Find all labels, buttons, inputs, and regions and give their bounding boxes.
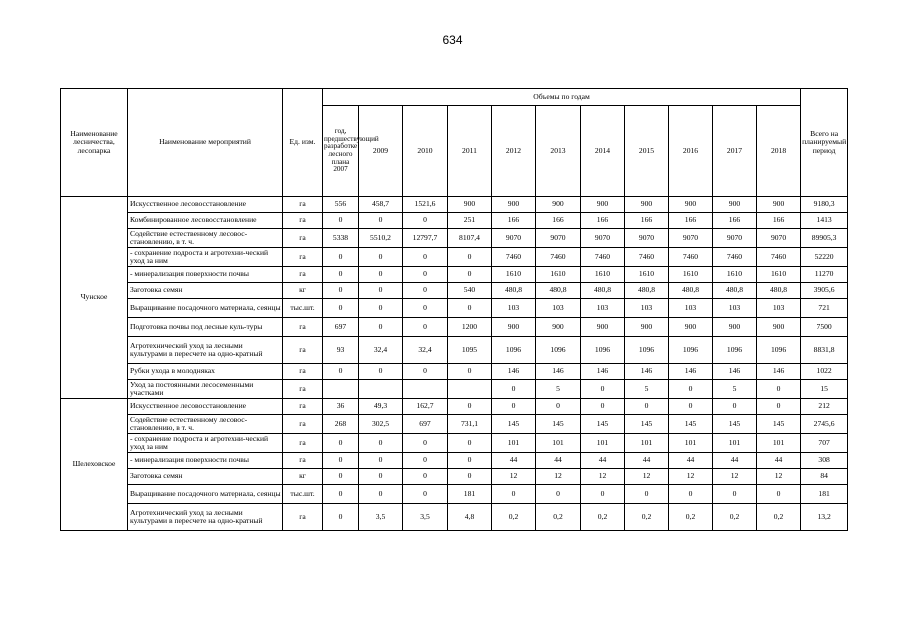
value-cell: 480,8: [492, 283, 536, 299]
value-cell: 5510,2: [359, 229, 403, 248]
value-cell: 101: [713, 434, 757, 453]
value-cell: 900: [757, 197, 801, 213]
total-cell: 308: [801, 453, 848, 469]
value-cell: 0: [625, 485, 669, 504]
value-cell: 731,1: [448, 415, 492, 434]
value-cell: 0: [448, 248, 492, 267]
table-row: [61, 337, 848, 364]
value-cell: 900: [492, 318, 536, 337]
table-row: [61, 197, 848, 213]
value-cell: 101: [757, 434, 801, 453]
value-cell: 0: [536, 399, 581, 415]
value-cell: 44: [581, 453, 625, 469]
value-cell: 0: [323, 469, 359, 485]
value-cell: 3,5: [403, 504, 448, 531]
value-cell: 480,8: [669, 283, 713, 299]
value-cell: 0: [403, 248, 448, 267]
value-cell: 166: [492, 213, 536, 229]
value-cell: 1610: [625, 267, 669, 283]
value-cell: 5338: [323, 229, 359, 248]
value-cell: 0: [323, 248, 359, 267]
value-cell: 101: [581, 434, 625, 453]
total-cell: 89905,3: [801, 229, 848, 248]
value-cell: 0: [403, 267, 448, 283]
value-cell: 0,2: [669, 504, 713, 531]
value-cell: 900: [536, 318, 581, 337]
value-cell: 145: [492, 415, 536, 434]
value-cell: 0: [403, 283, 448, 299]
value-cell: 9070: [581, 229, 625, 248]
value-cell: [403, 380, 448, 399]
table-row: [61, 299, 848, 318]
header-total: Всего на планируемый период: [801, 89, 848, 197]
value-cell: 0: [403, 485, 448, 504]
value-cell: 9070: [757, 229, 801, 248]
value-cell: 103: [536, 299, 581, 318]
value-cell: 12: [669, 469, 713, 485]
table-row: [61, 364, 848, 380]
value-cell: 0: [323, 434, 359, 453]
unit-cell: га: [283, 364, 323, 380]
value-cell: 146: [581, 364, 625, 380]
value-cell: 0: [713, 485, 757, 504]
value-cell: 0: [625, 399, 669, 415]
value-cell: [323, 380, 359, 399]
unit-cell: га: [283, 434, 323, 453]
value-cell: 900: [713, 318, 757, 337]
unit-cell: тыс.шт.: [283, 299, 323, 318]
header-year: 2016: [669, 106, 713, 197]
activity-name: Выращивание посадочного материала, сеянцы: [128, 299, 283, 318]
value-cell: 32,4: [403, 337, 448, 364]
value-cell: 1610: [492, 267, 536, 283]
value-cell: 9070: [625, 229, 669, 248]
activity-name: - минерализация поверхности почвы: [128, 453, 283, 469]
activity-name: Выращивание посадочного материала, сеянцы: [128, 485, 283, 504]
value-cell: 12: [757, 469, 801, 485]
value-cell: 166: [625, 213, 669, 229]
value-cell: 0: [323, 267, 359, 283]
total-cell: 1022: [801, 364, 848, 380]
value-cell: 0: [448, 469, 492, 485]
unit-cell: га: [283, 415, 323, 434]
value-cell: 480,8: [625, 283, 669, 299]
value-cell: 1200: [448, 318, 492, 337]
activity-name: Агротехнический уход за лесными культурами в пересчете на одно-кратный: [128, 337, 283, 364]
header-year: 2014: [581, 106, 625, 197]
value-cell: 162,7: [403, 399, 448, 415]
value-cell: 1096: [625, 337, 669, 364]
unit-cell: га: [283, 504, 323, 531]
value-cell: 1096: [581, 337, 625, 364]
value-cell: 12: [713, 469, 757, 485]
value-cell: 0: [323, 364, 359, 380]
value-cell: 7460: [713, 248, 757, 267]
unit-cell: кг: [283, 283, 323, 299]
header-year: 2017: [713, 106, 757, 197]
total-cell: 15: [801, 380, 848, 399]
value-cell: 103: [669, 299, 713, 318]
activity-name: - минерализация поверхности почвы: [128, 267, 283, 283]
activity-name: - сохранение подроста и агротехни-ческий уход за ним: [128, 434, 283, 453]
activity-name: Комбинированное лесовосстановление: [128, 213, 283, 229]
header-forestry: Наименование лесничества, лесопарка: [61, 89, 128, 197]
value-cell: 3,5: [359, 504, 403, 531]
value-cell: 0: [669, 380, 713, 399]
unit-cell: га: [283, 337, 323, 364]
value-cell: 4,8: [448, 504, 492, 531]
value-cell: 101: [492, 434, 536, 453]
value-cell: 900: [713, 197, 757, 213]
activity-name: Содействие естественному лесовос-становлению, в т. ч.: [128, 415, 283, 434]
table-row: [61, 434, 848, 453]
activity-name: Заготовка семян: [128, 469, 283, 485]
value-cell: 7460: [625, 248, 669, 267]
value-cell: 0: [359, 453, 403, 469]
value-cell: 900: [669, 197, 713, 213]
value-cell: 900: [625, 318, 669, 337]
value-cell: 44: [669, 453, 713, 469]
value-cell: 44: [536, 453, 581, 469]
value-cell: 1096: [669, 337, 713, 364]
value-cell: 146: [713, 364, 757, 380]
value-cell: 0: [757, 399, 801, 415]
value-cell: 12: [536, 469, 581, 485]
value-cell: 145: [713, 415, 757, 434]
header-row-1: [61, 89, 848, 106]
value-cell: 0: [757, 380, 801, 399]
total-cell: 212: [801, 399, 848, 415]
unit-cell: га: [283, 248, 323, 267]
activity-name: Рубки ухода в молодняках: [128, 364, 283, 380]
total-cell: 2745,6: [801, 415, 848, 434]
table-row: [61, 248, 848, 267]
value-cell: 101: [625, 434, 669, 453]
value-cell: 101: [536, 434, 581, 453]
value-cell: 9070: [536, 229, 581, 248]
value-cell: 0: [359, 485, 403, 504]
header-unit: Ед. изм.: [283, 89, 323, 197]
value-cell: 480,8: [713, 283, 757, 299]
value-cell: 146: [625, 364, 669, 380]
activity-name: - сохранение подроста и агротехни-ческий уход за ним: [128, 248, 283, 267]
value-cell: 0: [403, 364, 448, 380]
value-cell: 480,8: [536, 283, 581, 299]
value-cell: 1096: [492, 337, 536, 364]
value-cell: 101: [669, 434, 713, 453]
value-cell: 0: [403, 434, 448, 453]
value-cell: 8107,4: [448, 229, 492, 248]
value-cell: 900: [625, 197, 669, 213]
value-cell: 1610: [581, 267, 625, 283]
table-body: [61, 197, 848, 531]
value-cell: 0: [359, 248, 403, 267]
value-cell: 0: [757, 485, 801, 504]
table-row: [61, 453, 848, 469]
value-cell: 181: [448, 485, 492, 504]
value-cell: 1096: [713, 337, 757, 364]
value-cell: 103: [713, 299, 757, 318]
table-row: [61, 267, 848, 283]
value-cell: 0: [359, 213, 403, 229]
value-cell: 900: [669, 318, 713, 337]
value-cell: 0: [359, 283, 403, 299]
value-cell: 0: [403, 469, 448, 485]
value-cell: 251: [448, 213, 492, 229]
value-cell: 268: [323, 415, 359, 434]
value-cell: 480,8: [757, 283, 801, 299]
table-row: [61, 229, 848, 248]
value-cell: [448, 380, 492, 399]
value-cell: 0: [323, 299, 359, 318]
value-cell: 7460: [757, 248, 801, 267]
header-year: 2018: [757, 106, 801, 197]
activity-name: Уход за постоянными лесосеменными участками: [128, 380, 283, 399]
unit-cell: га: [283, 213, 323, 229]
value-cell: 0: [403, 299, 448, 318]
table-row: [61, 318, 848, 337]
value-cell: 5: [536, 380, 581, 399]
value-cell: 480,8: [581, 283, 625, 299]
value-cell: 0,2: [581, 504, 625, 531]
value-cell: 93: [323, 337, 359, 364]
value-cell: 0: [359, 267, 403, 283]
table-row: [61, 504, 848, 531]
value-cell: 0: [359, 299, 403, 318]
total-cell: 707: [801, 434, 848, 453]
table-row: [61, 399, 848, 415]
value-cell: 0: [323, 453, 359, 469]
total-cell: 13,2: [801, 504, 848, 531]
value-cell: 44: [757, 453, 801, 469]
value-cell: 0,2: [757, 504, 801, 531]
table-row: [61, 283, 848, 299]
value-cell: 145: [757, 415, 801, 434]
value-cell: 145: [536, 415, 581, 434]
value-cell: 1610: [757, 267, 801, 283]
value-cell: 146: [536, 364, 581, 380]
value-cell: 49,3: [359, 399, 403, 415]
value-cell: 32,4: [359, 337, 403, 364]
value-cell: 0: [359, 469, 403, 485]
value-cell: 302,5: [359, 415, 403, 434]
value-cell: 900: [581, 197, 625, 213]
value-cell: 0: [403, 318, 448, 337]
header-year: год, предшествующий разработке лесного плана 2007: [323, 106, 359, 197]
total-cell: 52220: [801, 248, 848, 267]
value-cell: 9070: [669, 229, 713, 248]
total-cell: 7500: [801, 318, 848, 337]
value-cell: 0: [448, 453, 492, 469]
table-row: [61, 469, 848, 485]
value-cell: 900: [581, 318, 625, 337]
value-cell: 0: [448, 267, 492, 283]
value-cell: 0: [359, 318, 403, 337]
value-cell: 0: [448, 434, 492, 453]
value-cell: 0: [323, 504, 359, 531]
value-cell: 0: [403, 213, 448, 229]
value-cell: 0: [713, 399, 757, 415]
forest-activities-table: [60, 88, 848, 531]
total-cell: 11270: [801, 267, 848, 283]
unit-cell: га: [283, 399, 323, 415]
value-cell: 1610: [536, 267, 581, 283]
header-years-group: Объемы по годам: [323, 89, 801, 106]
header-year: 2010: [403, 106, 448, 197]
value-cell: 697: [323, 318, 359, 337]
value-cell: 0: [669, 485, 713, 504]
table-row: [61, 415, 848, 434]
unit-cell: га: [283, 380, 323, 399]
header-year: 2011: [448, 106, 492, 197]
value-cell: 540: [448, 283, 492, 299]
total-cell: 84: [801, 469, 848, 485]
activity-name: Агротехнический уход за лесными культурами в пересчете на одно-кратный: [128, 504, 283, 531]
unit-cell: га: [283, 453, 323, 469]
unit-cell: га: [283, 267, 323, 283]
value-cell: 1610: [713, 267, 757, 283]
total-cell: 3905,6: [801, 283, 848, 299]
value-cell: 5: [713, 380, 757, 399]
header-year: 2009: [359, 106, 403, 197]
total-cell: 721: [801, 299, 848, 318]
value-cell: 458,7: [359, 197, 403, 213]
value-cell: 9070: [492, 229, 536, 248]
value-cell: 0,2: [713, 504, 757, 531]
unit-cell: тыс.шт.: [283, 485, 323, 504]
value-cell: 0,2: [536, 504, 581, 531]
value-cell: 0: [669, 399, 713, 415]
value-cell: 556: [323, 197, 359, 213]
total-cell: 181: [801, 485, 848, 504]
value-cell: 146: [757, 364, 801, 380]
value-cell: 1096: [757, 337, 801, 364]
value-cell: 0: [492, 380, 536, 399]
value-cell: 0: [323, 485, 359, 504]
value-cell: 1095: [448, 337, 492, 364]
value-cell: 1521,6: [403, 197, 448, 213]
value-cell: 900: [536, 197, 581, 213]
value-cell: 166: [757, 213, 801, 229]
activity-name: Заготовка семян: [128, 283, 283, 299]
value-cell: 166: [536, 213, 581, 229]
value-cell: 900: [757, 318, 801, 337]
value-cell: 0: [492, 399, 536, 415]
total-cell: 1413: [801, 213, 848, 229]
activity-name: Подготовка почвы под лесные куль-туры: [128, 318, 283, 337]
value-cell: 0: [536, 485, 581, 504]
value-cell: 0: [359, 364, 403, 380]
value-cell: 12797,7: [403, 229, 448, 248]
value-cell: 900: [492, 197, 536, 213]
forestry-name: Шелеховское: [61, 399, 128, 531]
value-cell: 0: [492, 485, 536, 504]
value-cell: 1096: [536, 337, 581, 364]
value-cell: 166: [581, 213, 625, 229]
value-cell: 0,2: [625, 504, 669, 531]
value-cell: 36: [323, 399, 359, 415]
activity-name: Искусственное лесовосстановление: [128, 399, 283, 415]
value-cell: 146: [492, 364, 536, 380]
total-cell: 8831,8: [801, 337, 848, 364]
header-activity: Наименование мероприятий: [128, 89, 283, 197]
value-cell: 145: [669, 415, 713, 434]
unit-cell: кг: [283, 469, 323, 485]
value-cell: 0,2: [492, 504, 536, 531]
value-cell: [359, 380, 403, 399]
value-cell: 12: [581, 469, 625, 485]
value-cell: 145: [581, 415, 625, 434]
value-cell: 103: [581, 299, 625, 318]
value-cell: 9070: [713, 229, 757, 248]
value-cell: 0: [448, 364, 492, 380]
table-row: [61, 485, 848, 504]
value-cell: 103: [492, 299, 536, 318]
value-cell: 44: [713, 453, 757, 469]
value-cell: 7460: [492, 248, 536, 267]
value-cell: 12: [492, 469, 536, 485]
value-cell: 7460: [536, 248, 581, 267]
value-cell: 145: [625, 415, 669, 434]
unit-cell: га: [283, 229, 323, 248]
page-number: 634: [442, 33, 463, 47]
value-cell: 5: [625, 380, 669, 399]
header-year: 2013: [536, 106, 581, 197]
value-cell: 0: [359, 434, 403, 453]
header-year: 2012: [492, 106, 536, 197]
activity-name: Содействие естественному лесовос-становлению, в т. ч.: [128, 229, 283, 248]
forestry-name: Чунское: [61, 197, 128, 399]
value-cell: 0: [581, 380, 625, 399]
value-cell: 0: [448, 399, 492, 415]
value-cell: 697: [403, 415, 448, 434]
value-cell: 103: [625, 299, 669, 318]
unit-cell: га: [283, 197, 323, 213]
value-cell: 0: [581, 399, 625, 415]
value-cell: 0: [323, 213, 359, 229]
value-cell: 0: [581, 485, 625, 504]
table-row: [61, 213, 848, 229]
value-cell: 44: [625, 453, 669, 469]
value-cell: 12: [625, 469, 669, 485]
value-cell: 146: [669, 364, 713, 380]
table-row: [61, 380, 848, 399]
value-cell: 7460: [669, 248, 713, 267]
value-cell: 0: [448, 299, 492, 318]
value-cell: 0: [403, 453, 448, 469]
value-cell: 103: [757, 299, 801, 318]
total-cell: 9180,3: [801, 197, 848, 213]
value-cell: 1610: [669, 267, 713, 283]
value-cell: 0: [323, 283, 359, 299]
value-cell: 44: [492, 453, 536, 469]
activity-name: Искусственное лесовосстановление: [128, 197, 283, 213]
value-cell: 166: [669, 213, 713, 229]
value-cell: 166: [713, 213, 757, 229]
unit-cell: га: [283, 318, 323, 337]
value-cell: 900: [448, 197, 492, 213]
header-year: 2015: [625, 106, 669, 197]
value-cell: 7460: [581, 248, 625, 267]
